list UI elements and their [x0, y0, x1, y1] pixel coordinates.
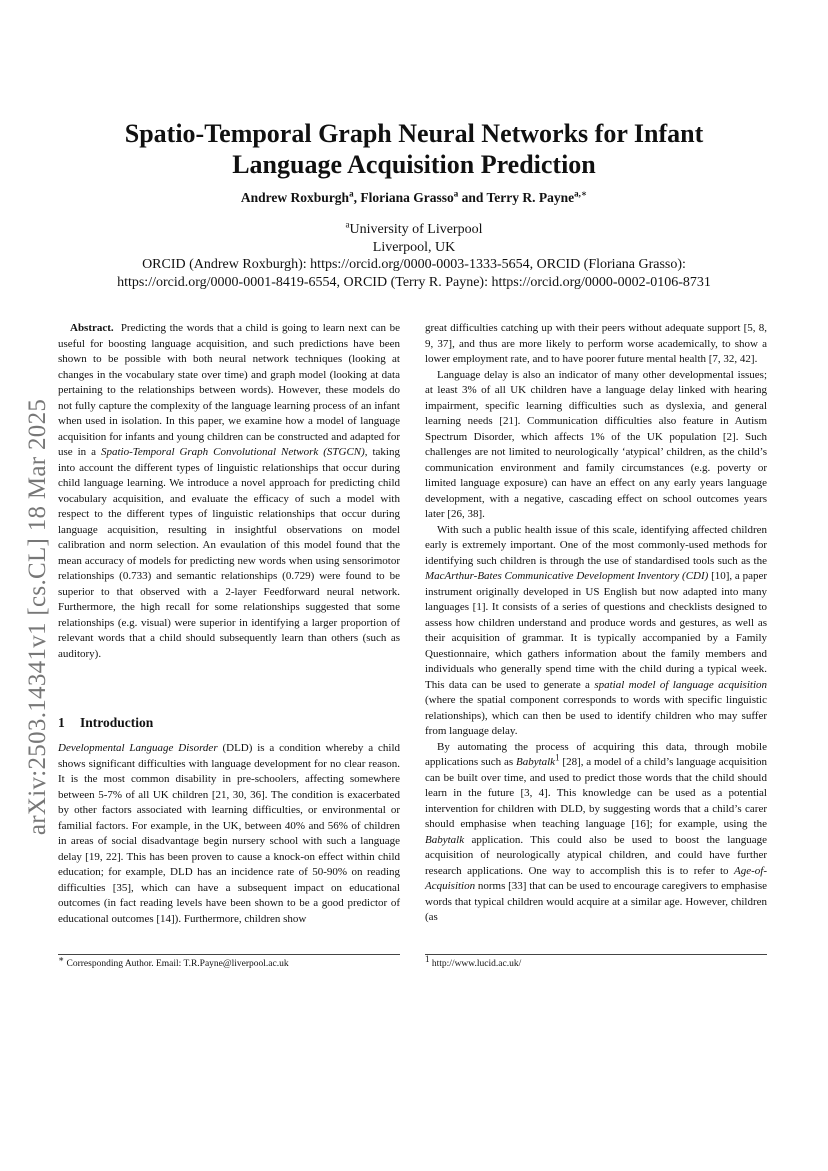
author-separator: and	[458, 190, 487, 205]
affiliation-location: Liverpool, UK	[372, 239, 456, 255]
intro-paragraph: Language delay is also an indicator of many other developmental issues; at least 3% of all UK children have a language delay linked with hearing impairment, specific learning difficulties such as dyslexia, and general learning needs [21]. Communication difficulties also feature in Autism Spectrum Disorder, which affects 1% of the UK population [2]. Such challenges are not limited to neurologically ‘atypical’ children, as the child’s communication environment and family circumstances (e.g. poverty or limited language exposure) can have an effect on any early years language development, with a negative, cascading effect on school outcomes years later [26, 38].	[425, 368, 767, 520]
term-emphasis: Age-of-Acquisition	[425, 864, 767, 892]
affiliation-name: University of Liverpool	[349, 222, 483, 237]
footnote-text: Corresponding Author. Email: T.R.Payne@liverpool.ac.uk	[64, 959, 289, 969]
footnote-mark: 1	[425, 953, 430, 964]
term-emphasis: Babytalk	[515, 756, 556, 768]
author-separator: ,	[353, 190, 361, 205]
paragraph-text: [28], a model of a child’s language acquisition can be built over time, and used to predict those words that the child should learn in the future [3, 4]. This knowledge can be used as a potential intervention for children with DLD, by suggesting words that a child’s carer should emphasise when teaching language [16]; for example, using the	[425, 756, 767, 830]
section-title: Introduction	[80, 715, 154, 730]
right-column	[425, 321, 767, 926]
abstract-label: Abstract.	[70, 322, 114, 334]
term-emphasis: MacArthur-Bates Communicative Development Inventory (CDI)	[425, 570, 709, 582]
footnote-rule	[425, 954, 767, 955]
intro-left-column	[58, 741, 400, 927]
abstract-emphasis: Spatio-Temporal Graph Convolutional Network (STGCN)	[100, 446, 365, 458]
intro-paragraph: great difficulties catching up with their peers without adequate support [5, 8, 9, 37], and thus are more likely to perform worse academically, to show a lower employment rate, and to have poorer future mental health [7, 32, 42].	[425, 322, 767, 365]
author-name: Andrew Roxburgh	[240, 190, 350, 205]
footnote-link[interactable]: http://www.lucid.ac.uk/	[429, 959, 522, 969]
author-name: Terry R. Payne	[486, 190, 575, 205]
paragraph-text: By automating the process of acquiring this data, through mobile applications such as	[425, 740, 767, 768]
paragraph-text: norms [33] that can be used to encourage caregivers to emphasise words that typical children would acquire at a similar age. However, children (as	[425, 880, 767, 923]
abstract	[58, 321, 400, 662]
footnote-rule	[58, 954, 400, 955]
left-column	[58, 321, 400, 662]
footnote-mark: ∗	[58, 953, 65, 964]
abstract-text: , taking into account the different types of linguistic relationships that occur during child language learning. We introduce a novel approach for predicting child vocabulary acquisition, and evaluate the efficacy of such a model with respect to the different types of linguistic relationships that occur during language acquisition, resulting in insightful observations on model calibration and norm selection. An evaulation of this model found that the mean accuracy of models for predicting new words when using sensorimotor relationships (0.733) and semantic relationships (0.729) were found to be superior to that observed with a 2-layer Feedforward neural network. Furthermore, the high recall for some relationships suggested that some relationships (e.g. visual) were superior in identifying a larger proportion of relevant words that a child should subsequently learn than others (such as auditory).	[58, 446, 400, 660]
footnote-url	[425, 953, 767, 970]
paragraph-text: (DLD) is a condition whereby a child shows significant difficulties with language development for no clear reason. It is the most common disability in pre-schoolers, affecting somewhere between 5-7% of all UK children [21, 30, 36]. The condition is exacerbated by other factors associated with learning difficulties, or environmental or familial factors. For example, in the UK, between 40% and 56% of children in areas of social disadvantage begin nursery school with such a language delay [19, 22]. This has been proven to cause a knock-on effect within child education; for example, DLD has an incidence rate of 50-90% on reading difficulties [35], which can have a subsequent impact on educational outcomes (in fact reading levels have been shown to be a good predictor of educational outcomes [14]). Furthermore, children show	[58, 742, 401, 925]
footnote-corresponding-author	[58, 953, 400, 970]
paragraph-text: [10], a paper instrument originally developed in US English but now adapted into many languages [1]. It consists of a series of questions and checklists designed to assess how children understand and produce words and gestures, as well as their acquisition of grammar. It is typically accompanied by a Family Questionnaire, which gathers information about the family members and individuals who generally spend time with the child during a typical week. This data can be used to generate a	[425, 570, 767, 691]
affiliation-block	[40, 221, 788, 291]
affiliation-mark: a	[345, 219, 350, 230]
term-emphasis: Developmental Language Disorder	[58, 742, 218, 754]
section-number: 1	[58, 715, 65, 730]
author-affil-mark: a,∗	[574, 188, 588, 199]
term-emphasis: Babytalk	[425, 833, 465, 846]
paper-title	[60, 118, 768, 180]
section-heading-introduction	[58, 715, 153, 731]
author-name: Floriana Grasso	[360, 190, 454, 205]
term-emphasis: spatial model of language acquisition	[594, 678, 767, 691]
abstract-text: Predicting the words that a child is going to learn next can be useful for boosting language acquisition, and such predictions have been shown to be possible with both neural network techniques (looking at changes in the vocabulary state over time) and graph model (looking at data pertaining to the relationships between words). However, these models do not fully capture the complexity of the language learning process of an infant when used in isolation. In this paper, we examine how a model of language acquisition for infants and young children can be constructed and adapted for use in a	[58, 322, 400, 458]
title-line-2: Language Acquisition Prediction	[232, 150, 596, 179]
orcid-line-1[interactable]: ORCID (Andrew Roxburgh): https://orcid.org/0000-0003-1333-5654, ORCID (Floriana Grasso):	[142, 257, 686, 272]
intro-paragraph	[425, 523, 767, 740]
author-list	[60, 190, 768, 206]
intro-paragraph	[58, 741, 400, 927]
paragraph-text: (where the spatial component corresponds to words with specific linguistic relationships), which can then be used to identify children who may suffer from language delay.	[425, 694, 767, 737]
paragraph-text: With such a public health issue of this scale, identifying affected children early is extremely important. One of the most commonly-used methods for identifying such children is through the use of standardised tools such as the	[425, 523, 767, 567]
intro-paragraph	[425, 740, 767, 926]
orcid-line-2[interactable]: https://orcid.org/0000-0001-8419-6554, ORCID (Terry R. Payne): https://orcid.org/0000-0002-0106-8731	[117, 274, 711, 290]
author-affil-mark: a	[453, 188, 459, 199]
author-affil-mark: a	[349, 188, 354, 199]
paragraph-text: application. This could also be used to boost the language acquisition of neurologically atypical children, and could have further research applications. One way to accomplish this is to refer to	[425, 833, 767, 877]
arxiv-identifier: arXiv:2503.14341v1 [cs.CL] 18 Mar 2025	[24, 398, 51, 836]
title-line-1: Spatio-Temporal Graph Neural Networks for Infant	[124, 119, 704, 148]
footnote-mark[interactable]: 1	[555, 752, 560, 763]
